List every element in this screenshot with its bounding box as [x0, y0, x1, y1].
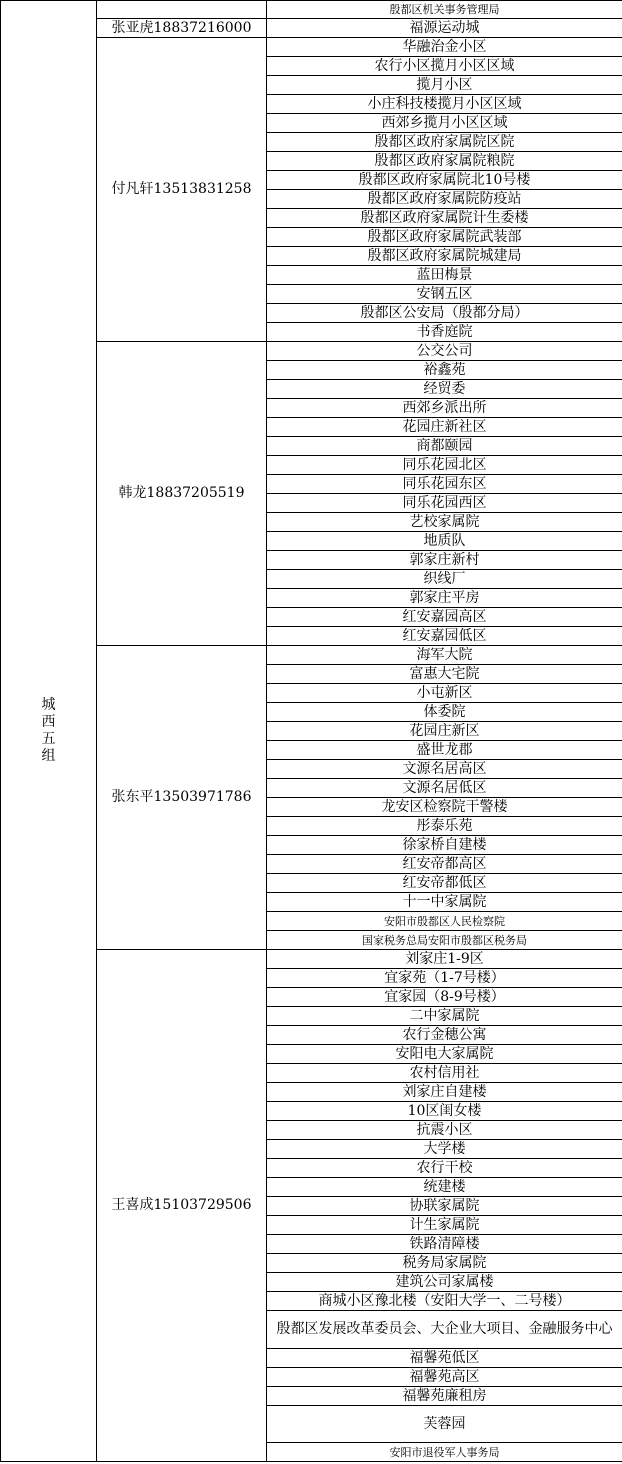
location-cell: 红安帝都高区	[267, 855, 622, 874]
location-cell: 殷都区政府家属院区院	[267, 133, 622, 152]
location-cell: 农行干校	[267, 1159, 622, 1178]
location-cell: 盛世龙郡	[267, 741, 622, 760]
location-cell: 西郊乡派出所	[267, 399, 622, 418]
location-cell: 计生家属院	[267, 1216, 622, 1235]
group-name-char: 西	[41, 714, 56, 730]
location-cell: 二中家属院	[267, 1007, 622, 1026]
location-cell: 华融治金小区	[267, 38, 622, 57]
location-cell: 花园庄新社区	[267, 418, 622, 437]
group-name-char: 五	[41, 731, 56, 747]
location-cell: 蓝田梅景	[267, 266, 622, 285]
location-cell: 商都颐园	[267, 437, 622, 456]
location-cell: 抗震小区	[267, 1121, 622, 1140]
location-cell: 福馨苑低区	[267, 1349, 622, 1368]
location-cell: 刘家庄1-9区	[267, 950, 622, 969]
location-cell: 裕鑫苑	[267, 361, 622, 380]
contact-person-cell	[97, 1, 267, 19]
location-cell: 织线厂	[267, 570, 622, 589]
location-cell: 10区闺女楼	[267, 1102, 622, 1121]
location-cell: 刘家庄自建楼	[267, 1083, 622, 1102]
location-cell: 大学楼	[267, 1140, 622, 1159]
location-cell: 揽月小区	[267, 76, 622, 95]
location-cell: 殷都区发展改革委员会、大企业大项目、金融服务中心	[267, 1311, 622, 1349]
group-name-char: 组	[41, 748, 56, 764]
location-cell: 西郊乡揽月小区区域	[267, 114, 622, 133]
location-cell: 农行小区揽月小区区域	[267, 57, 622, 76]
location-cell: 农村信用社	[267, 1064, 622, 1083]
location-cell: 协联家属院	[267, 1197, 622, 1216]
location-cell: 郭家庄新村	[267, 551, 622, 570]
contact-person-cell: 付凡轩13513831258	[97, 38, 267, 342]
location-cell: 安阳市退役军人事务局	[267, 1443, 622, 1462]
location-cell: 红安帝都低区	[267, 874, 622, 893]
location-cell: 红安嘉园低区	[267, 627, 622, 646]
location-cell: 龙安区检察院干警楼	[267, 798, 622, 817]
table-body	[1, 1, 622, 1462]
group-name-char: 城	[41, 697, 56, 713]
location-cell: 安阳市殷都区人民检察院	[267, 912, 622, 931]
location-cell: 宜家园（8-9号楼）	[267, 988, 622, 1007]
location-cell: 殷都区机关事务管理局	[267, 1, 622, 19]
location-cell: 殷都区政府家属院城建局	[267, 247, 622, 266]
location-cell: 福馨苑廉租房	[267, 1387, 622, 1406]
location-cell: 公交公司	[267, 342, 622, 361]
location-cell: 税务局家属院	[267, 1254, 622, 1273]
location-cell: 徐家桥自建楼	[267, 836, 622, 855]
location-cell: 商城小区豫北楼（安阳大学一、二号楼）	[267, 1292, 622, 1311]
location-cell: 芙蓉园	[267, 1406, 622, 1443]
location-cell: 文源名居低区	[267, 779, 622, 798]
location-cell: 彤泰乐苑	[267, 817, 622, 836]
location-cell: 同乐花园北区	[267, 456, 622, 475]
location-cell: 宜家苑（1-7号楼）	[267, 969, 622, 988]
location-cell: 体委院	[267, 703, 622, 722]
contact-person-cell: 韩龙18837205519	[97, 342, 267, 646]
location-cell: 铁路清障楼	[267, 1235, 622, 1254]
location-cell: 海军大院	[267, 646, 622, 665]
location-cell: 殷都区政府家属院北10号楼	[267, 171, 622, 190]
contact-person-cell: 张亚虎18837216000	[97, 19, 267, 38]
location-cell: 同乐花园西区	[267, 494, 622, 513]
location-cell: 红安嘉园高区	[267, 608, 622, 627]
location-cell: 郭家庄平房	[267, 589, 622, 608]
location-cell: 十一中家属院	[267, 893, 622, 912]
location-cell: 书香庭院	[267, 323, 622, 342]
location-cell: 殷都区政府家属院计生委楼	[267, 209, 622, 228]
location-cell: 富惠大宅院	[267, 665, 622, 684]
location-cell: 殷都区政府家属院粮院	[267, 152, 622, 171]
location-cell: 福馨苑高区	[267, 1368, 622, 1387]
location-cell: 农行金穗公寓	[267, 1026, 622, 1045]
location-cell: 文源名居高区	[267, 760, 622, 779]
table-row	[1, 1, 622, 19]
location-cell: 统建楼	[267, 1178, 622, 1197]
location-cell: 地质队	[267, 532, 622, 551]
location-cell: 同乐花园东区	[267, 475, 622, 494]
location-cell: 殷都区政府家属院武装部	[267, 228, 622, 247]
location-cell: 安钢五区	[267, 285, 622, 304]
contact-person-cell: 张东平13503971786	[97, 646, 267, 950]
location-cell: 安阳电大家属院	[267, 1045, 622, 1064]
location-cell: 经贸委	[267, 380, 622, 399]
location-cell: 建筑公司家属楼	[267, 1273, 622, 1292]
location-cell: 小屯新区	[267, 684, 622, 703]
location-cell: 国家税务总局安阳市殷都区税务局	[267, 931, 622, 950]
location-cell: 殷都区公安局（殷都分局）	[267, 304, 622, 323]
location-cell: 小庄科技楼揽月小区区域	[267, 95, 622, 114]
location-cell: 艺校家属院	[267, 513, 622, 532]
group-name-cell	[1, 1, 97, 1462]
location-cell: 福源运动城	[267, 19, 622, 38]
location-cell: 花园庄新区	[267, 722, 622, 741]
location-cell: 殷都区政府家属院防疫站	[267, 190, 622, 209]
contact-person-cell: 王喜成15103729506	[97, 950, 267, 1462]
